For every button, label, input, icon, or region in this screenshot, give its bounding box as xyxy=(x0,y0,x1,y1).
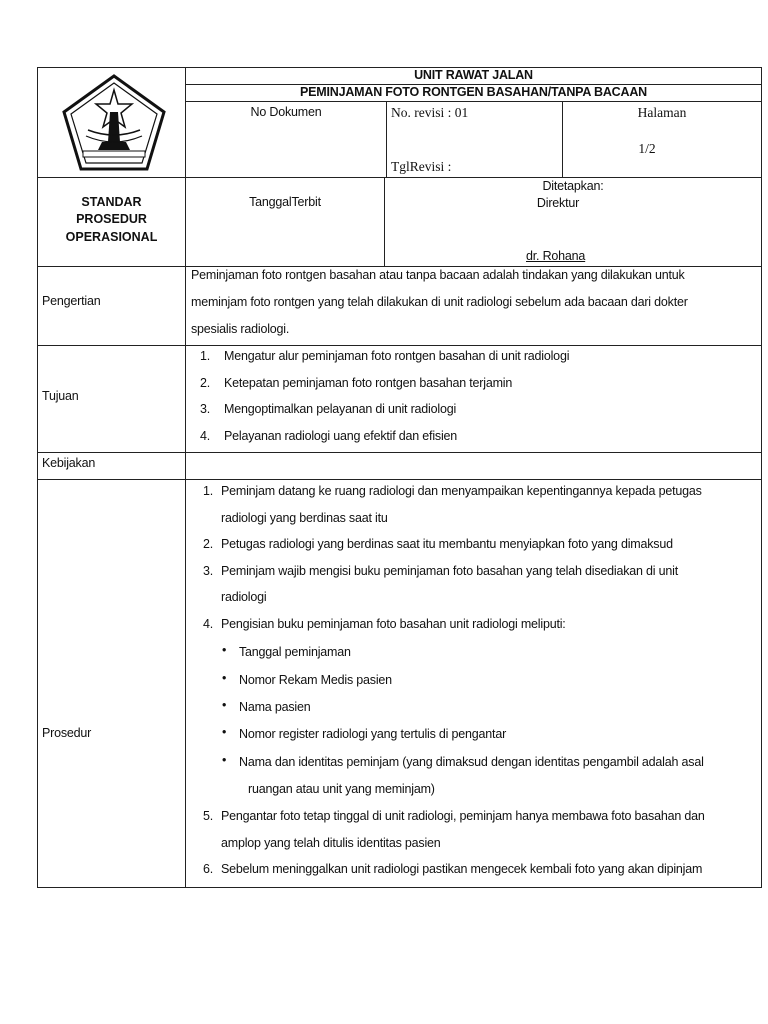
pengertian-line: spesialis radiologi. xyxy=(191,322,290,336)
pengertian-line: meminjam foto rontgen yang telah dilakukan di unit radiologi sebelum ada bacaan dari dokter xyxy=(191,295,688,309)
tujuan-item: Pelayanan radiologi uang efektif dan efisien xyxy=(224,429,458,443)
table-border-right xyxy=(761,67,762,888)
row-divider xyxy=(37,452,762,453)
prosedur-item: radiologi yang berdinas saat itu xyxy=(221,511,388,525)
halaman-value: 1/2 xyxy=(638,141,656,156)
no-revisi: No. revisi : 01 xyxy=(391,105,469,120)
prosedur-subitem: Nama pasien xyxy=(239,700,311,714)
list-number: 5. xyxy=(203,809,214,823)
unit-title: UNIT RAWAT JALAN xyxy=(414,68,533,82)
tgl-revisi: TglRevisi : xyxy=(391,159,452,174)
table-border-bottom xyxy=(37,887,762,888)
list-number: 4. xyxy=(200,429,211,443)
row-divider xyxy=(37,345,762,346)
prosedur-item: Sebelum meninggalkan unit radiologi pastikan mengecek kembali foto yang akan dipinjam xyxy=(221,862,703,876)
prosedur-item: Peminjam datang ke ruang radiologi dan menyampaikan kepentingannya kepada petugas xyxy=(221,484,702,498)
prosedur-subitem: Tanggal peminjaman xyxy=(239,645,351,659)
bullet-icon: • xyxy=(222,671,227,685)
tujuan-item: Ketepatan peminjaman foto rontgen basahan terjamin xyxy=(224,376,513,390)
prosedur-item: Petugas radiologi yang berdinas saat itu membantu menyiapkan foto yang dimaksud xyxy=(221,537,673,551)
prosedur-item: Pengisian buku peminjaman foto basahan unit radiologi meliputi: xyxy=(221,617,566,631)
list-number: 3. xyxy=(200,402,211,416)
document-title: PEMINJAMAN FOTO RONTGEN BASAHAN/TANPA BACAAN xyxy=(300,85,647,99)
halaman-label: Halaman xyxy=(637,105,687,120)
prosedur-label: Prosedur xyxy=(42,726,92,740)
row-divider xyxy=(37,266,762,267)
ditetapkan-label: Ditetapkan: xyxy=(542,179,604,193)
prosedur-subitem: Nomor register radiologi yang tertulis di pengantar xyxy=(239,727,507,741)
tujuan-item: Mengoptimalkan pelayanan di unit radiologi xyxy=(224,402,457,416)
list-number: 1. xyxy=(200,349,211,363)
sop-label-line3: OPERASIONAL xyxy=(65,230,158,244)
list-number: 4. xyxy=(203,617,214,631)
prosedur-subitem: Nomor Rekam Medis pasien xyxy=(239,673,392,687)
sop-label-line2: PROSEDUR xyxy=(76,212,147,226)
sop-label-line1: STANDAR xyxy=(81,195,142,209)
bullet-icon: • xyxy=(222,643,227,657)
pengertian-label: Pengertian xyxy=(42,294,101,308)
tujuan-label: Tujuan xyxy=(42,389,79,403)
prosedur-item: Peminjam wajib mengisi buku peminjaman foto basahan yang telah disediakan di unit xyxy=(221,564,678,578)
kebijakan-label: Kebijakan xyxy=(42,456,96,470)
prosedur-item: Pengantar foto tetap tinggal di unit radiologi, peminjam hanya membawa foto basahan dan xyxy=(221,809,705,823)
jabatan: Direktur xyxy=(536,196,580,210)
bullet-icon: • xyxy=(222,698,227,712)
prosedur-item: radiologi xyxy=(221,590,267,604)
list-number: 1. xyxy=(203,484,214,498)
cell-divider xyxy=(386,101,387,178)
no-dokumen-label: No Dokumen xyxy=(250,105,322,119)
bullet-icon: • xyxy=(222,753,227,767)
signatory-name: dr. Rohana xyxy=(526,249,586,263)
tanggal-terbit: TanggalTerbit xyxy=(249,195,321,209)
list-number: 2. xyxy=(200,376,211,390)
list-number: 2. xyxy=(203,537,214,551)
bullet-icon: • xyxy=(222,725,227,739)
prosedur-subitem: ruangan atau unit yang meminjam) xyxy=(248,782,435,796)
table-border-left xyxy=(37,67,38,888)
row-divider xyxy=(185,101,762,102)
prosedur-subitem: Nama dan identitas peminjam (yang dimaksud dengan identitas pengambil adalah asal xyxy=(239,755,704,769)
row-divider xyxy=(37,177,762,178)
pengertian-line: Peminjaman foto rontgen basahan atau tanpa bacaan adalah tindakan yang dilakukan untuk xyxy=(191,268,685,282)
list-number: 6. xyxy=(203,862,214,876)
column-divider xyxy=(185,67,186,888)
institution-logo xyxy=(58,72,170,172)
row-divider xyxy=(37,479,762,480)
prosedur-item: amplop yang telah ditulis identitas pasien xyxy=(221,836,441,850)
list-number: 3. xyxy=(203,564,214,578)
tujuan-item: Mengatur alur peminjaman foto rontgen basahan di unit radiologi xyxy=(224,349,570,363)
